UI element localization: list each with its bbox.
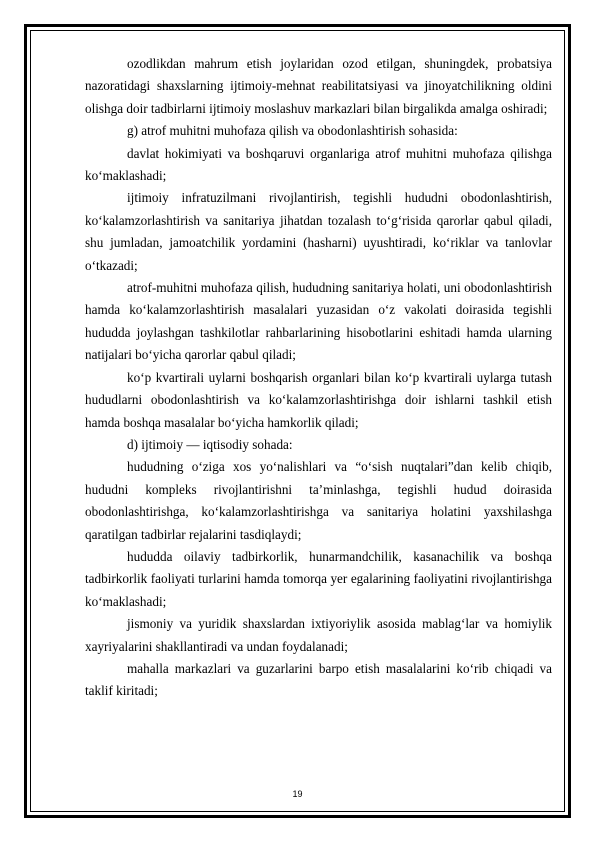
paragraph-10: jismoniy va yuridik shaxslardan ixtiyoriylik asosida mablag‘lar va homiylik xayriyalarini shakllantiradi va undan foydalanadi; <box>85 616 552 654</box>
paragraph-2: g) atrof muhitni muhofaza qilish va obodonlashtirish sohasida: <box>127 123 458 139</box>
paragraph-6: ko‘p kvartirali uylarni boshqarish organlari bilan ko‘p kvartirali uylarga tutash hududlarni obodonlashtirish va ko‘kalamzorlashtirishga doir ishlarni tashkil etish hamda boshqa masalalar bo‘yicha hamkorlik qiladi; <box>85 369 552 430</box>
paragraph-1: ozodlikdan mahrum etish joylaridan ozod etilgan, shuningdek, probatsiya nazoratidagi shaxslarning ijtimoiy-mehnat reabilitatsiyasi va jinoyatchilikning oldini olishga doir tadbirlarni ijtimoiy moslashuv markazlari bilan birgalikda amalga oshiradi; <box>85 56 552 116</box>
paragraph-4: ijtimoiy infratuzilmani rivojlantirish, tegishli hududni obodonlashtirish, ko‘kalamzorlashtirish va sanitariya jihatdan tozalash to‘g‘risida qarorlar qabul qiladi, shu jumladan, jamoatchilik yordamini (hasharni) uyushtiradi, ko‘riklar va tanlovlar o‘tkazadi; <box>85 190 552 273</box>
document-body <box>85 53 552 703</box>
paragraph-8: hududning o‘ziga xos yo‘nalishlari va “o‘sish nuqtalari”dan kelib chiqib, hududni kompleks rivojlantirishni ta’minlashga, tegishli hudud doirasida obodonlashtirishga, ko‘kalamzorlashtirishga va sanitariya holatini yaxshilashga qaratilgan tadbirlar rejalarini tasdiqlaydi; <box>85 459 552 542</box>
paragraph-11: mahalla markazlari va guzarlarini barpo etish masalalarini ko‘rib chiqadi va taklif kiritadi; <box>85 660 552 699</box>
paragraph-9: hududda oilaviy tadbirkorlik, hunarmandchilik, kasanachilik va boshqa tadbirkorlik faoliyati turlarini hamda tomorqa yer egalarining faoliyatini rivojlantirishga ko‘maklashadi; <box>85 548 552 609</box>
paragraph-5: atrof-muhitni muhofaza qilish, hududning sanitariya holati, uni obodonlashtirish hamda ko‘kalamzorlashtirish masalalari yuzasidan o‘z vakolati doirasida tegishli hududda joylashgan tashkilotlar rahbarlarining hisobotlarini eshitadi hamda ularning natijalari bo‘yicha qarorlar qabul qiladi; <box>85 280 552 363</box>
page-number: 19 <box>292 789 303 799</box>
paragraph-7: d) ijtimoiy — iqtisodiy sohada: <box>127 436 293 452</box>
paragraph-3: davlat hokimiyati va boshqaruvi organlariga atrof muhitni muhofaza qilishga ko‘maklashadi; <box>85 145 552 184</box>
